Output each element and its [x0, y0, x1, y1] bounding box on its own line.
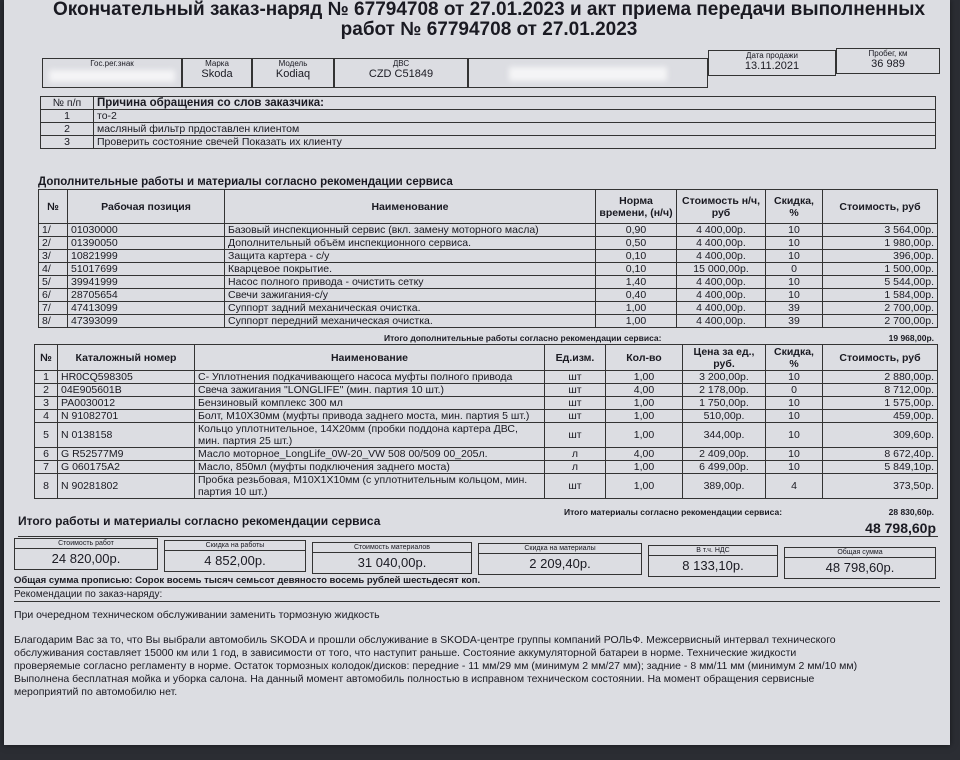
mat-name: Масло моторное_LongLife_0W-20_VW 508 00/509 00_205л. — [195, 448, 545, 461]
mat-unit: л — [545, 448, 606, 461]
mat-discount: 0 — [766, 384, 823, 397]
mat-price: 3 200,00р. — [683, 371, 766, 384]
mat-qty: 4,00 — [606, 384, 683, 397]
work-discount: 10 — [766, 250, 823, 263]
summary-label: Скидка на работы — [165, 541, 305, 551]
summary-value: 48 798,60р. — [825, 560, 895, 575]
mat-h-qty: Кол-во — [606, 345, 683, 371]
mat-h-disc: Скидка, % — [766, 345, 823, 371]
model-value: Kodiaq — [275, 68, 311, 80]
mat-cost: 309,60р. — [823, 423, 938, 448]
title-line-1: Окончательный заказ-наряд № 67794708 от 27.01.2023 и акт приема передачи выполненных — [52, 0, 926, 20]
mat-discount: 10 — [766, 448, 823, 461]
mat-code: G 060175A2 — [58, 461, 195, 474]
material-row — [35, 423, 938, 448]
work-code: 28705654 — [68, 289, 225, 302]
material-row — [35, 474, 938, 499]
mat-h-unit: Ед.изм. — [545, 345, 606, 371]
work-name: Насос полного привода - очистить сетку — [225, 276, 596, 289]
mat-cost: 1 575,00р. — [823, 397, 938, 410]
materials-table — [34, 344, 938, 499]
mat-unit: шт — [545, 423, 606, 448]
work-norm: 1,00 — [596, 302, 677, 315]
works-total — [384, 333, 938, 343]
mat-discount: 10 — [766, 371, 823, 384]
reason-text: Проверить состояние свечей Показать их клиенту — [94, 136, 936, 149]
works-row — [39, 250, 938, 263]
closing-notes — [14, 634, 944, 699]
reason-row — [41, 110, 936, 123]
reasons-head-num: № п/п — [41, 97, 94, 110]
mat-price: 510,00р. — [683, 410, 766, 423]
work-code: 01390050 — [68, 237, 225, 250]
mat-num: 5 — [35, 423, 58, 448]
brand-value: Skoda — [201, 68, 233, 80]
mat-discount: 10 — [766, 410, 823, 423]
work-discount: 39 — [766, 302, 823, 315]
mat-price: 344,00р. — [683, 423, 766, 448]
works-row — [39, 224, 938, 237]
grand-total-value: 48 798,60р — [865, 520, 936, 536]
sale-date-value: 13.11.2021 — [744, 60, 800, 72]
mat-name: С- Уплотнения подкачивающего насоса муфты полного привода — [195, 371, 545, 384]
work-norm: 1,40 — [596, 276, 677, 289]
mat-code: 04E905601B — [58, 384, 195, 397]
works-total-value: 19 968,00р. — [888, 333, 934, 343]
works-h-code: Рабочая позиция — [68, 190, 225, 224]
mat-unit: шт — [545, 384, 606, 397]
reason-row — [41, 136, 936, 149]
work-num: 3/ — [39, 250, 68, 263]
mat-code: N 0138158 — [58, 423, 195, 448]
mat-discount: 10 — [766, 423, 823, 448]
material-row — [35, 410, 938, 423]
works-h-name: Наименование — [225, 190, 596, 224]
closing-line: обслуживания составляет 15000 км или 1 год, в зависимости от того, что наступит раньше. Состояние аккумуляторной батареи в норме. Технические жидкости — [14, 647, 797, 659]
summary-vat — [648, 545, 778, 577]
summary-works-cost — [14, 538, 158, 570]
mat-cost: 459,00р. — [823, 410, 938, 423]
works-row — [39, 302, 938, 315]
works-h-rate: Стоимость н/ч, руб — [677, 190, 766, 224]
document-title — [44, 0, 934, 40]
mat-price: 2 178,00р. — [683, 384, 766, 397]
mat-cost: 8 672,40р. — [823, 448, 938, 461]
work-rate: 4 400,00р. — [677, 315, 766, 328]
work-discount: 10 — [766, 276, 823, 289]
summary-label: Скидка на материалы — [479, 544, 641, 554]
mat-qty: 1,00 — [606, 410, 683, 423]
plate-label: Гос.рег.знак — [90, 59, 134, 68]
summary-value: 2 209,40р. — [529, 556, 591, 571]
material-row — [35, 371, 938, 384]
mat-name: Пробка резьбовая, M10X1X10мм (с уплотнительным кольцом, мин. партия 10 шт.) — [195, 474, 545, 499]
mat-code: HR0CQ598305 — [58, 371, 195, 384]
works-section-title: Дополнительные работы и материалы согласно рекомендации сервиса — [38, 176, 453, 188]
mat-h-num: № — [35, 345, 58, 371]
summary-label: Общая сумма — [785, 548, 935, 558]
closing-line: Выполнена бесплатная мойка и уборка салона. На данный момент автомобиль полностью в исправном техническом состоянии. На момент обращения сервисные — [14, 673, 815, 685]
work-code: 47413099 — [68, 302, 225, 315]
work-num: 1/ — [39, 224, 68, 237]
mat-name: Свеча зажигания "LONGLIFE" (мин. партия 10 шт.) — [195, 384, 545, 397]
work-cost: 396,00р. — [823, 250, 938, 263]
summary-label: Стоимость работ — [15, 539, 157, 549]
mat-num: 6 — [35, 448, 58, 461]
mat-qty: 4,00 — [606, 448, 683, 461]
mat-cost: 8 712,00р. — [823, 384, 938, 397]
mat-code: N 90281802 — [58, 474, 195, 499]
work-code: 47393099 — [68, 315, 225, 328]
mat-unit: шт — [545, 474, 606, 499]
work-cost: 5 544,00р. — [823, 276, 938, 289]
work-cost: 1 584,00р. — [823, 289, 938, 302]
mat-discount: 4 — [766, 474, 823, 499]
materials-total-label: Итого материалы согласно рекомендации сервиса: — [564, 507, 783, 517]
reason-row — [41, 123, 936, 136]
work-cost: 2 700,00р. — [823, 302, 938, 315]
mat-code: PA0030012 — [58, 397, 195, 410]
summary-value: 4 852,00р. — [204, 553, 266, 568]
mat-code: N 91082701 — [58, 410, 195, 423]
works-row — [39, 276, 938, 289]
work-code: 51017699 — [68, 263, 225, 276]
mat-unit: шт — [545, 397, 606, 410]
mat-price: 2 409,00р. — [683, 448, 766, 461]
mat-name: Бензиновый комплекс 300 мл — [195, 397, 545, 410]
summary-value: 8 133,10р. — [682, 558, 744, 573]
material-row — [35, 384, 938, 397]
work-cost: 2 700,00р. — [823, 315, 938, 328]
summary-value: 24 820,00р. — [51, 551, 121, 566]
total-in-words: Общая сумма прописью: Сорок восемь тысяч семьсот девяносто восемь рублей шестьдесят коп. — [14, 574, 940, 588]
reason-num: 1 — [41, 110, 94, 123]
mat-h-price: Цена за ед., руб. — [683, 345, 766, 371]
mileage-value: 36 989 — [871, 58, 905, 70]
work-norm: 1,00 — [596, 315, 677, 328]
material-row — [35, 448, 938, 461]
material-row — [35, 461, 938, 474]
mat-price: 1 750,00р. — [683, 397, 766, 410]
work-num: 4/ — [39, 263, 68, 276]
works-table — [38, 189, 938, 328]
works-total-label: Итого дополнительные работы согласно рекомендации сервиса: — [384, 333, 662, 343]
work-norm: 0,10 — [596, 250, 677, 263]
mat-num: 1 — [35, 371, 58, 384]
work-rate: 15 000,00р. — [677, 263, 766, 276]
mat-discount: 10 — [766, 397, 823, 410]
works-row — [39, 237, 938, 250]
work-rate: 4 400,00р. — [677, 224, 766, 237]
mat-cost: 5 849,10р. — [823, 461, 938, 474]
mat-num: 4 — [35, 410, 58, 423]
mileage-label: Пробег, км — [868, 49, 908, 58]
work-rate: 4 400,00р. — [677, 237, 766, 250]
summary-label: В т.ч. НДС — [649, 546, 777, 556]
work-discount: 10 — [766, 289, 823, 302]
work-cost: 1 980,00р. — [823, 237, 938, 250]
mat-discount: 10 — [766, 461, 823, 474]
works-h-num: № — [39, 190, 68, 224]
reasons-head-text: Причина обращения со слов заказчика: — [94, 97, 936, 110]
work-order-sheet — [4, 0, 950, 745]
work-norm: 0,90 — [596, 224, 677, 237]
works-h-norm: Норма времени, (н/ч) — [596, 190, 677, 224]
vin-redacted — [509, 67, 667, 81]
closing-line: мероприятий по автомобилю нет. — [14, 686, 178, 698]
work-code: 01030000 — [68, 224, 225, 237]
brand-label: Марка — [205, 59, 229, 68]
reason-text: то-2 — [94, 110, 936, 123]
work-name: Защита картера - с/у — [225, 250, 596, 263]
work-cost: 1 500,00р. — [823, 263, 938, 276]
mat-h-name: Наименование — [195, 345, 545, 371]
mat-price: 6 499,00р. — [683, 461, 766, 474]
mat-num: 2 — [35, 384, 58, 397]
summary-materials-discount — [478, 543, 642, 575]
work-code: 39941999 — [68, 276, 225, 289]
mat-qty: 1,00 — [606, 423, 683, 448]
mat-qty: 1,00 — [606, 371, 683, 384]
recommendations-text: При очередном техническом обслуживании заменить тормозную жидкость — [14, 609, 380, 621]
mat-h-code: Каталожный номер — [58, 345, 195, 371]
plate-value-redacted — [49, 70, 175, 82]
work-code: 10821999 — [68, 250, 225, 263]
work-discount: 39 — [766, 315, 823, 328]
work-num: 2/ — [39, 237, 68, 250]
work-num: 7/ — [39, 302, 68, 315]
summary-materials-cost — [312, 542, 472, 574]
vehicle-info-table — [42, 46, 942, 88]
closing-line: проверяемые согласно регламенту в норме. Остаток тормозных колодок/дисков: передние - 11 мм/29 мм (минимум 2 мм/27 мм); задние - 8 мм/11 мм (минимум 2 мм/10 мм) — [14, 660, 858, 672]
work-discount: 10 — [766, 237, 823, 250]
material-row — [35, 397, 938, 410]
work-name: Базовый инспекционный сервис (вкл. замену моторного масла) — [225, 224, 596, 237]
work-rate: 4 400,00р. — [677, 289, 766, 302]
work-num: 6/ — [39, 289, 68, 302]
mat-name: Болт, M10X30мм (муфты привода заднего моста, мин. партия 5 шт.) — [195, 410, 545, 423]
work-name: Кварцевое покрытие. — [225, 263, 596, 276]
sale-date-label: Дата продажи — [746, 51, 798, 60]
materials-header — [35, 345, 938, 371]
work-discount: 0 — [766, 263, 823, 276]
works-row — [39, 263, 938, 276]
mat-h-cost: Стоимость, руб — [823, 345, 938, 371]
work-name: Суппорт задний механическая очистка. — [225, 302, 596, 315]
mat-qty: 1,00 — [606, 461, 683, 474]
customer-reasons-table — [40, 96, 936, 149]
mat-code: G R52577M9 — [58, 448, 195, 461]
mat-unit: л — [545, 461, 606, 474]
mat-num: 8 — [35, 474, 58, 499]
work-rate: 4 400,00р. — [677, 276, 766, 289]
mat-qty: 1,00 — [606, 397, 683, 410]
reason-num: 2 — [41, 123, 94, 136]
mat-cost: 2 880,00р. — [823, 371, 938, 384]
mat-num: 7 — [35, 461, 58, 474]
engine-label: ДВС — [392, 59, 410, 68]
works-row — [39, 289, 938, 302]
work-norm: 0,10 — [596, 263, 677, 276]
reason-num: 3 — [41, 136, 94, 149]
mat-price: 389,00р. — [683, 474, 766, 499]
mat-num: 3 — [35, 397, 58, 410]
mat-name: Кольцо уплотнительное, 14X20мм (пробки поддона картера ДВС, мин. партия 25 шт.) — [195, 423, 545, 448]
mat-qty: 1,00 — [606, 474, 683, 499]
work-discount: 10 — [766, 224, 823, 237]
mat-unit: шт — [545, 410, 606, 423]
work-name: Свечи зажигания-с/у — [225, 289, 596, 302]
reason-text: масляный фильтр прдоставлен клиентом — [94, 123, 936, 136]
summary-label: Стоимость материалов — [313, 543, 471, 553]
work-name: Суппорт передний механическая очистка. — [225, 315, 596, 328]
works-header — [39, 190, 938, 224]
recommendations-label: Рекомендации по заказ-наряду: — [14, 588, 940, 602]
summary-value: 31 040,00р. — [357, 555, 427, 570]
work-norm: 0,40 — [596, 289, 677, 302]
works-row — [39, 315, 938, 328]
work-rate: 4 400,00р. — [677, 250, 766, 263]
mat-cost: 373,50р. — [823, 474, 938, 499]
work-name: Дополнительный объём инспекционного сервиса. — [225, 237, 596, 250]
mat-name: Масло, 850мл (муфты подключения заднего моста) — [195, 461, 545, 474]
engine-value: CZD C51849 — [368, 68, 434, 80]
grand-total-row — [18, 514, 938, 537]
works-h-cost: Стоимость, руб — [823, 190, 938, 224]
work-num: 5/ — [39, 276, 68, 289]
closing-line: Благодарим Вас за то, что Вы выбрали автомобиль SKODA и прошли обслуживание в SKODA-центре группы компаний РОЛЬФ. Межсервисный интервал технического — [14, 634, 836, 646]
title-line-2: работ № 67794708 от 27.01.2023 — [340, 19, 638, 40]
work-rate: 4 400,00р. — [677, 302, 766, 315]
summary-works-discount — [164, 540, 306, 572]
works-h-disc: Скидка, % — [766, 190, 823, 224]
work-norm: 0,50 — [596, 237, 677, 250]
work-num: 8/ — [39, 315, 68, 328]
model-label: Модель — [278, 59, 308, 68]
grand-total-label: Итого работы и материалы согласно рекомендации сервиса — [18, 514, 381, 528]
work-cost: 3 564,00р. — [823, 224, 938, 237]
reasons-header — [41, 97, 936, 110]
mat-unit: шт — [545, 371, 606, 384]
materials-total-value: 28 830,60р. — [888, 507, 934, 517]
